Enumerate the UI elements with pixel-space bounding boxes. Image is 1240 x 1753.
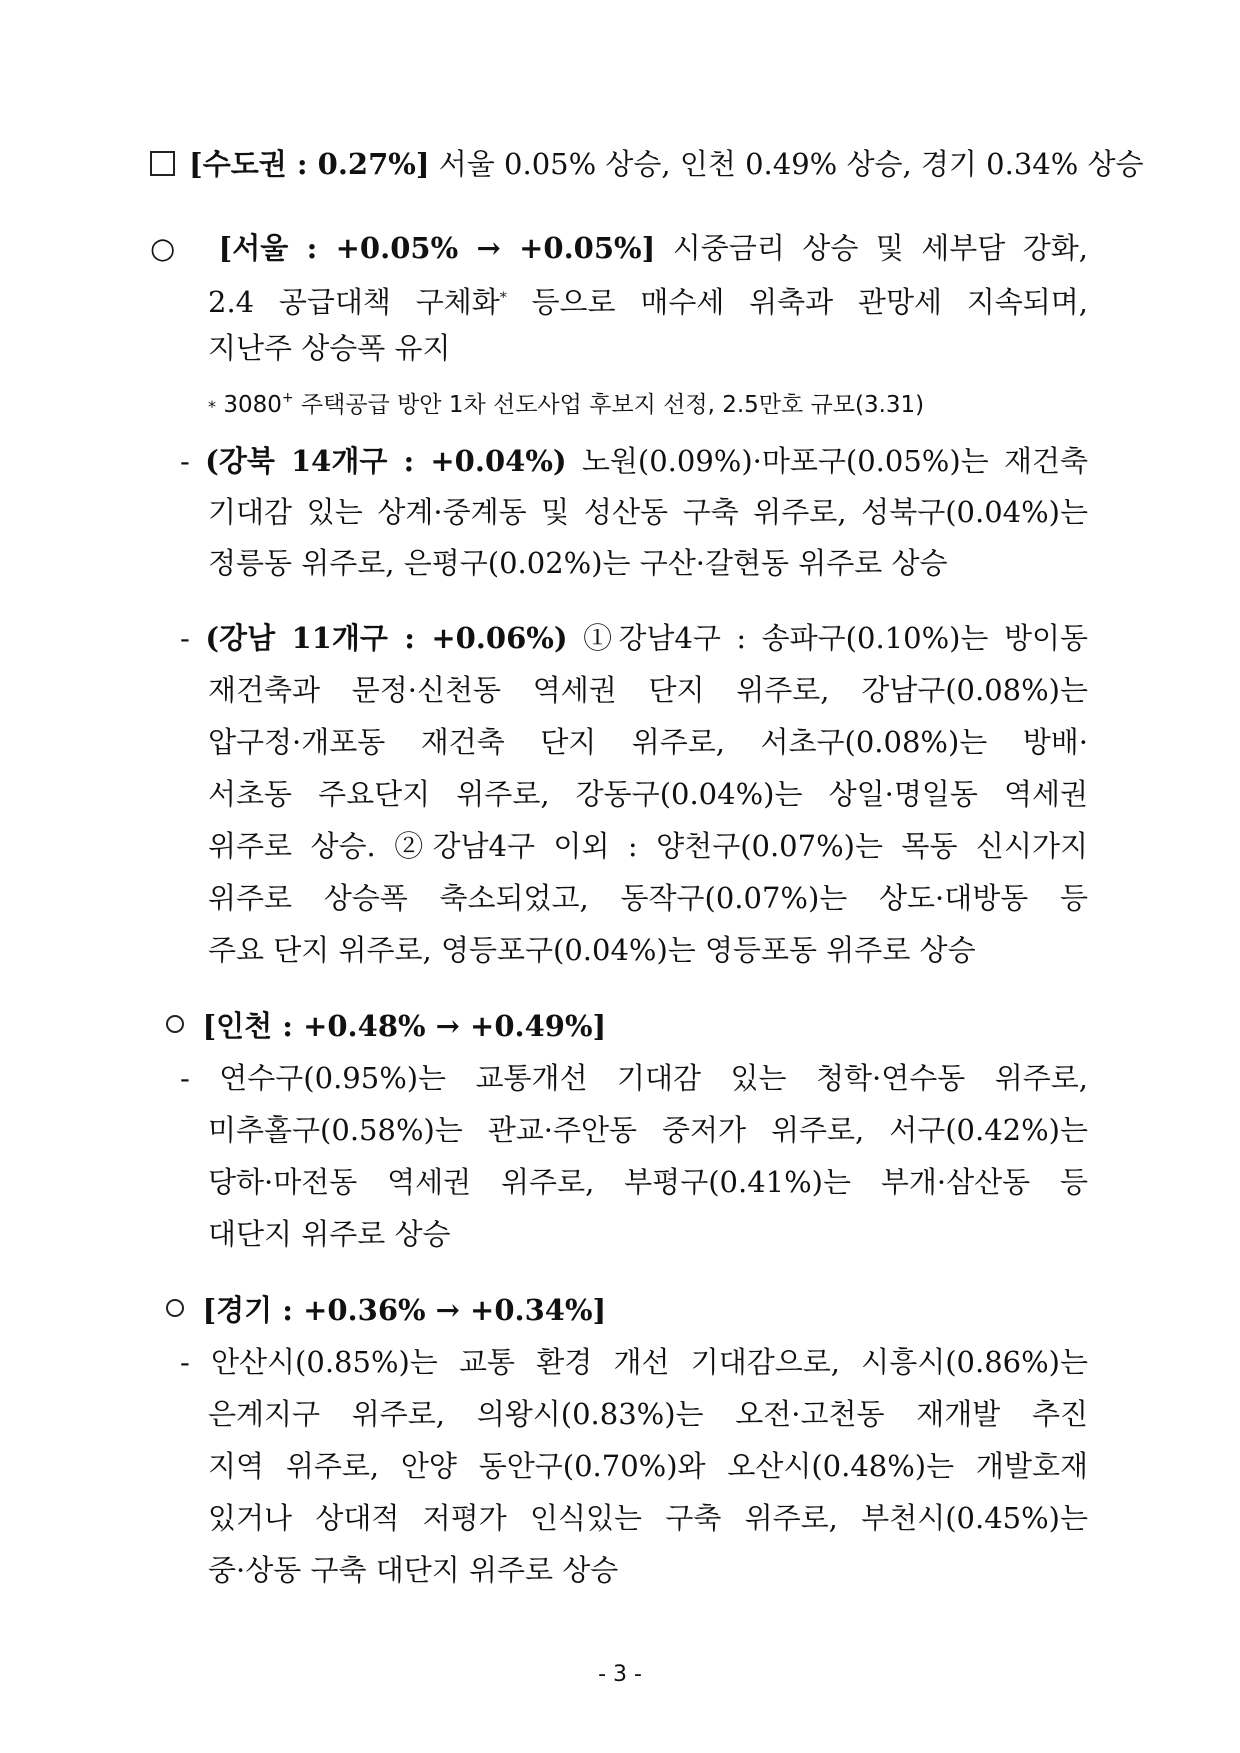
- seoul-line-2: [208, 280, 1088, 320]
- gangbuk-dash: -: [180, 444, 190, 478]
- square-bullet-icon: [150, 151, 175, 176]
- gangnam-line: 주요 단지 위주로, 영등포구(0.04%)는 영등포동 위주로 상승: [208, 933, 976, 967]
- gyeonggi-line: 지역 위주로, 안양 동안구(0.70%)와 오산시(0.48%)는 개발호재: [208, 1449, 1088, 1483]
- gangnam-line: ①강남4구 : 송파구(0.10%)는 방이동: [583, 621, 1088, 655]
- gangbuk-heading: [180, 443, 1088, 479]
- gyeonggi-line-1: [180, 1344, 1088, 1380]
- footnote-mark: *: [499, 290, 507, 306]
- metro-summary: 서울 0.05% 상승, 인천 0.49% 상승, 경기 0.34% 상승: [438, 147, 1144, 181]
- footnote-plus: +: [281, 390, 294, 406]
- gyeonggi-line: 중·상동 구축 대단지 위주로 상승: [208, 1553, 619, 1587]
- summary-heading: [150, 146, 1144, 182]
- seoul-line: 등으로 매수세 위축과 관망세 지속되며,: [531, 285, 1089, 319]
- gangbuk-line: 기대감 있는 상계·중계동 및 성산동 구축 위주로, 성북구(0.04%)는: [208, 495, 1088, 529]
- incheon-line-1: [180, 1060, 1088, 1096]
- gyeonggi-title: [경기 : +0.36% → +0.34%]: [202, 1293, 607, 1327]
- gyeonggi-line: 은계지구 위주로, 의왕시(0.83%)는 오전·고천동 재개발 추진: [208, 1397, 1088, 1431]
- gangnam-dash: -: [180, 621, 190, 655]
- gyeonggi-line: 안산시(0.85%)는 교통 환경 개선 기대감으로, 시흥시(0.86%)는: [211, 1345, 1088, 1379]
- seoul-line: 시중금리 상승 및 세부담 강화,: [672, 231, 1089, 265]
- incheon-title: [인천 : +0.48% → +0.49%]: [202, 1009, 607, 1043]
- footnote-number: 3080: [223, 392, 282, 418]
- circle-bullet-icon: [166, 1015, 184, 1033]
- gyeonggi-line: 있거나 상대적 저평가 인식있는 구축 위주로, 부천시(0.45%)는: [208, 1501, 1088, 1535]
- seoul-title: [서울 : +0.05% → +0.05%]: [218, 231, 656, 265]
- gangbuk-line: 정릉동 위주로, 은평구(0.02%)는 구산·갈현동 위주로 상승: [208, 546, 948, 580]
- gangnam-line: 서초동 주요단지 위주로, 강동구(0.04%)는 상일·명일동 역세권: [208, 777, 1088, 811]
- incheon-dash: -: [180, 1061, 190, 1095]
- gangnam-title: (강남 11개구 : +0.06%): [205, 621, 568, 655]
- footnote-text: 주택공급 방안 1차 선도사업 후보지 선정, 2.5만호 규모(3.31): [300, 392, 925, 418]
- incheon-line: 연수구(0.95%)는 교통개선 기대감 있는 청학·연수동 위주로,: [219, 1061, 1089, 1095]
- seoul-bullet: ○: [150, 231, 184, 265]
- page-number: - 3 -: [598, 1662, 642, 1687]
- gyeonggi-dash: -: [180, 1345, 190, 1379]
- gangnam-line: 위주로 상승폭 축소되었고, 동작구(0.07%)는 상도·대방동 등: [208, 881, 1088, 915]
- gangbuk-title: (강북 14개구 : +0.04%): [205, 444, 567, 478]
- gangnam-line: 재건축과 문정·신천동 역세권 단지 위주로, 강남구(0.08%)는: [208, 673, 1088, 707]
- footnote-star: *: [208, 397, 216, 416]
- incheon-line: 대단지 위주로 상승: [208, 1217, 451, 1251]
- seoul-line: 2.4 공급대책 구체화: [208, 285, 500, 319]
- gangbuk-line: 노원(0.09%)·마포구(0.05%)는 재건축: [581, 444, 1089, 478]
- gangnam-line: 압구정·개포동 재건축 단지 위주로, 서초구(0.08%)는 방배·: [208, 725, 1088, 759]
- circle-bullet-icon: [166, 1299, 184, 1317]
- gangnam-heading: [180, 620, 1088, 656]
- incheon-line: 당하·마전동 역세권 위주로, 부평구(0.41%)는 부개·삼산동 등: [208, 1165, 1088, 1199]
- seoul-heading: [150, 230, 1088, 266]
- metro-label: [수도권 : 0.27%]: [189, 147, 430, 181]
- incheon-heading: [166, 1008, 606, 1044]
- gangnam-line: 위주로 상승. ②강남4구 이외 : 양천구(0.07%)는 목동 신시가지: [208, 829, 1088, 863]
- gyeonggi-heading: [166, 1292, 606, 1328]
- seoul-footnote: [208, 380, 924, 425]
- incheon-line: 미추홀구(0.58%)는 관교·주안동 중저가 위주로, 서구(0.42%)는: [208, 1113, 1088, 1147]
- seoul-line-3: 지난주 상승폭 유지: [208, 331, 451, 365]
